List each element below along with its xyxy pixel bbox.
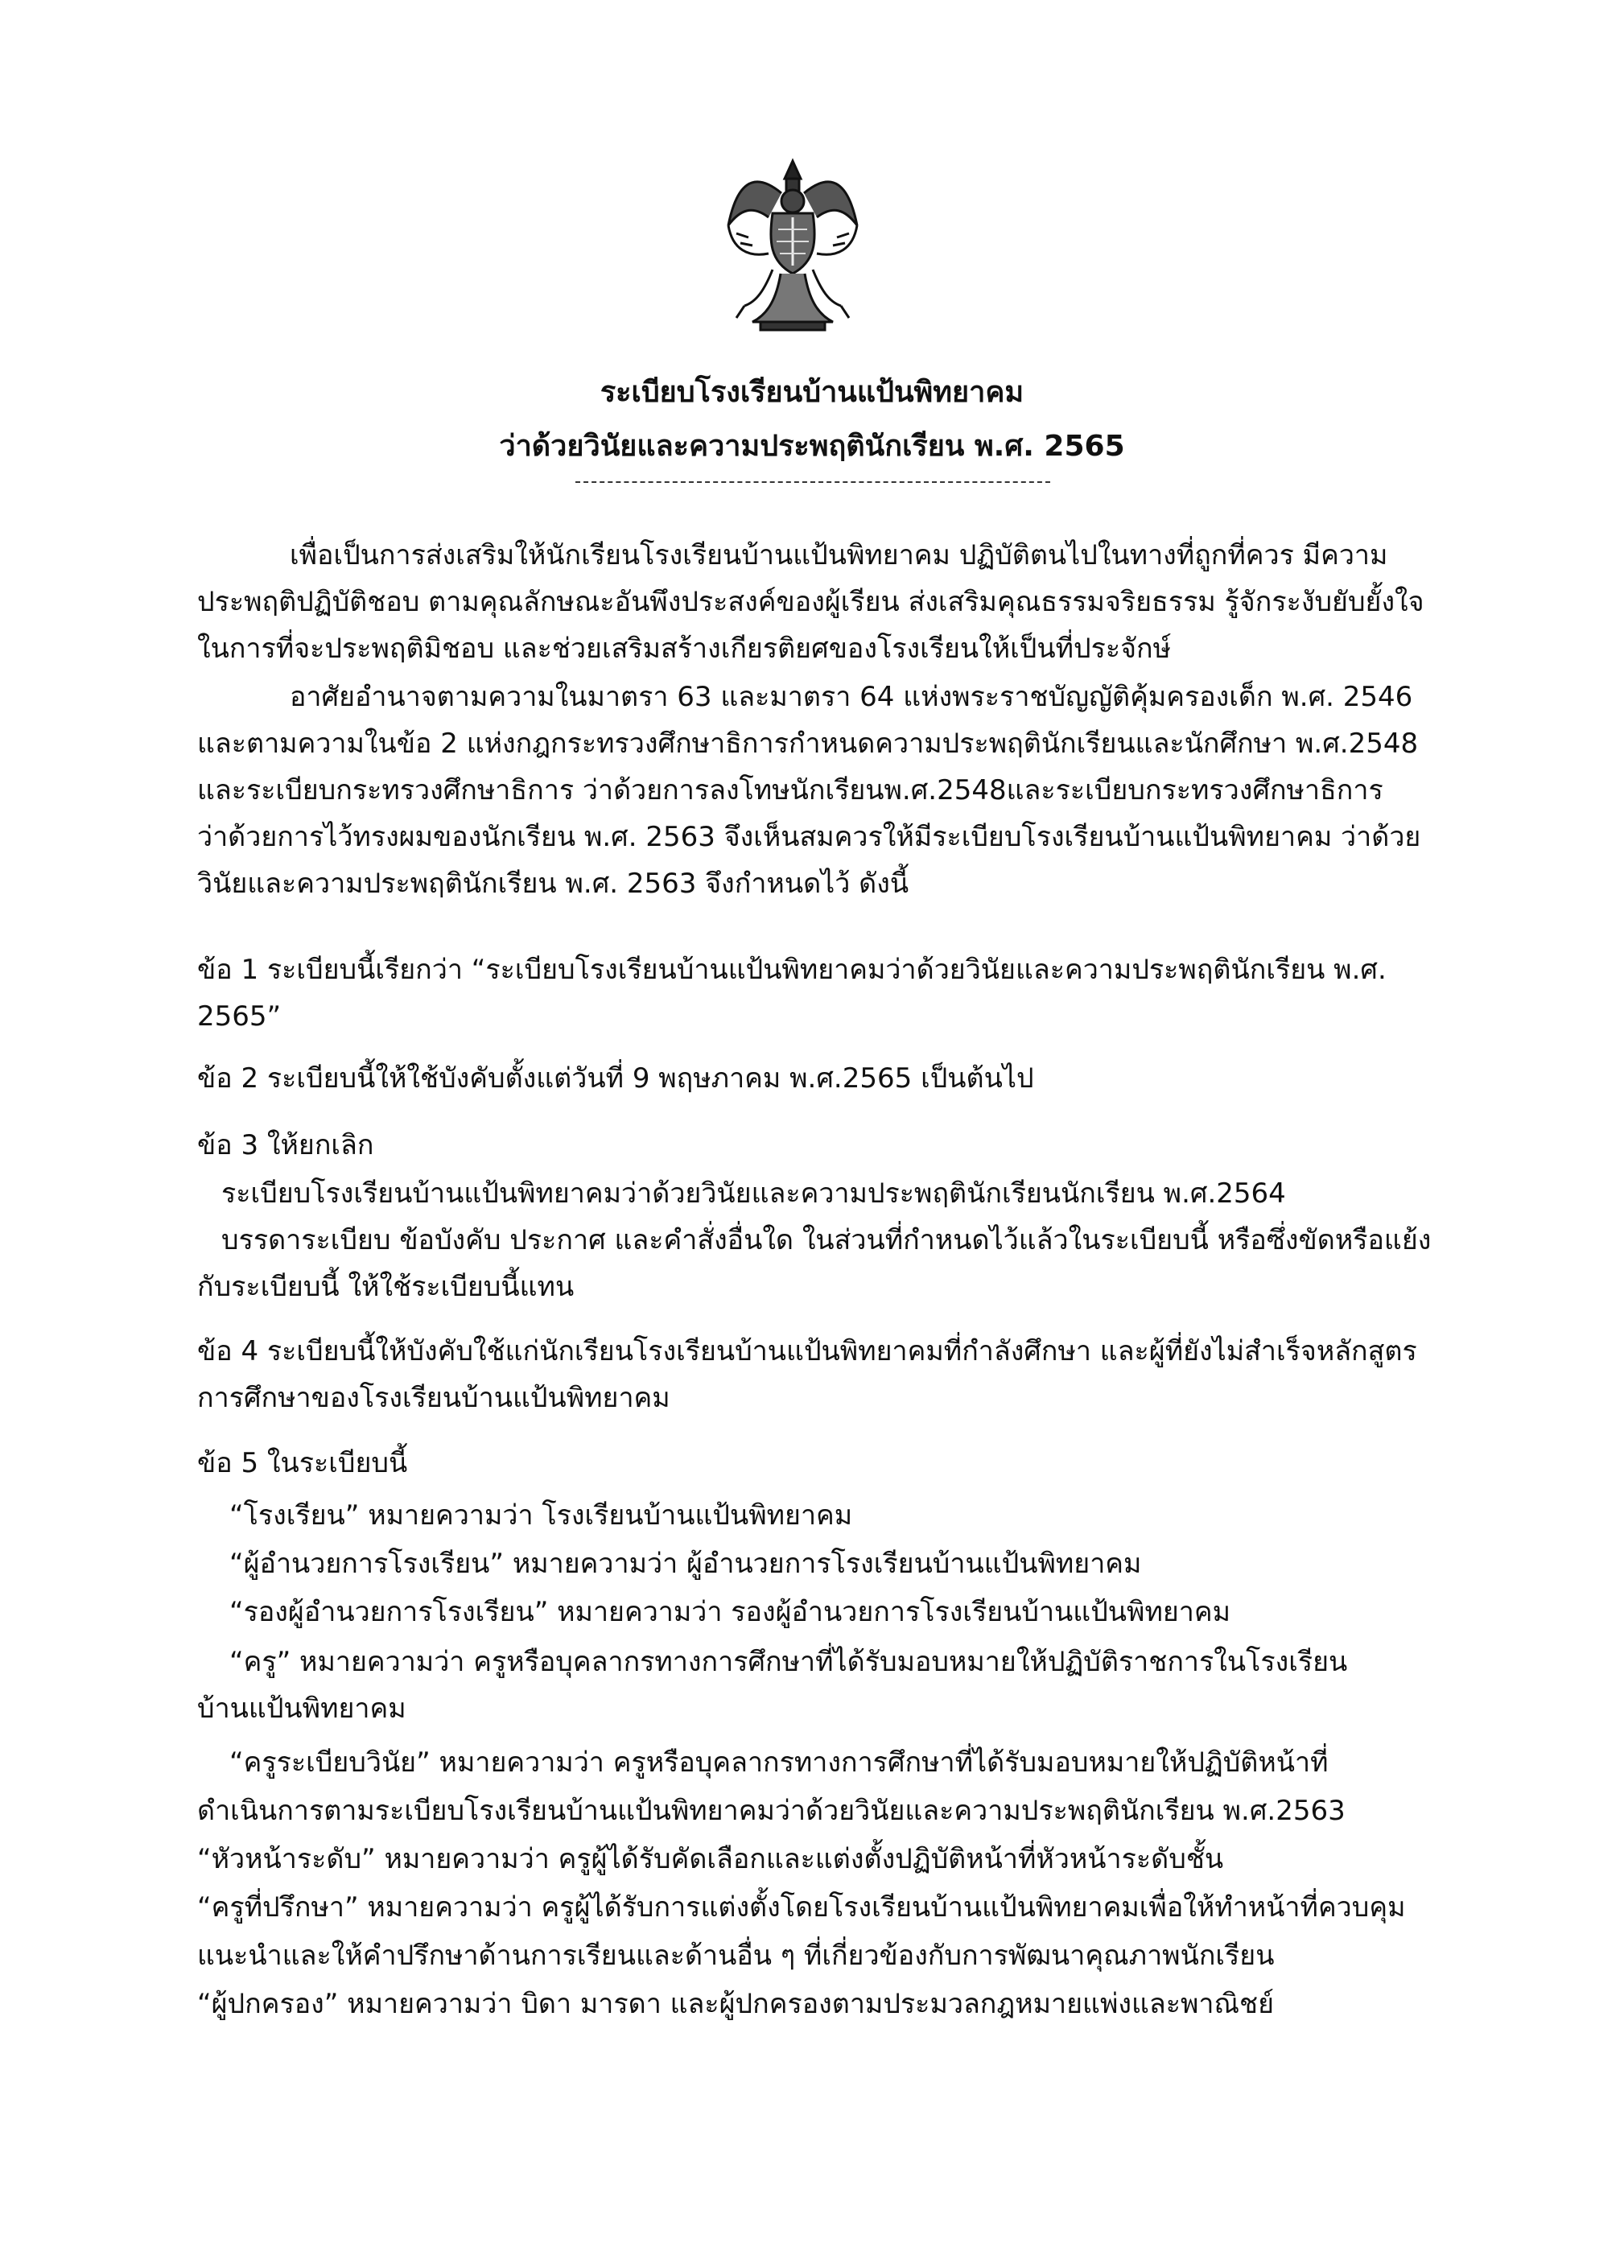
definition-line: “ครูที่ปรึกษา” หมายความว่า ครูผู้ได้รับการแต่งตั้งโดยโรงเรียนบ้านแป้นพิทยาคมเพื่อให้ทำหน้าที่ควบคุม [197,1891,1406,1924]
definition-line: “โรงเรียน” หมายความว่า โรงเรียนบ้านแป้นพิทยาคม [229,1499,853,1532]
clause-2: ข้อ 2 ระเบียบนี้ให้ใช้บังคับตั้งแต่วันที่ 9 พฤษภาคม พ.ศ.2565 เป็นต้นไป [197,1062,1034,1095]
definition-line: “ครู” หมายความว่า ครูหรือบุคลากรทางการศึกษาที่ได้รับมอบหมายให้ปฏิบัติราชการในโรงเรียน [229,1646,1348,1678]
definition-line: “รองผู้อำนวยการโรงเรียน” หมายความว่า รองผู้อำนวยการโรงเรียนบ้านแป้นพิทยาคม [229,1596,1231,1628]
preamble-line: ในการที่จะประพฤติมิชอบ และช่วยเสริมสร้างเกียรติยศของโรงเรียนให้เป็นที่ประจักษ์ [197,633,1172,665]
clause-3: ข้อ 3 ให้ยกเลิก [197,1129,374,1161]
preamble-line: ว่าด้วยการไว้ทรงผมของนักเรียน พ.ศ. 2563 จึงเห็นสมควรให้มีระเบียบโรงเรียนบ้านแป้นพิทยาคม ว่าด้วย [197,821,1421,853]
dashed-divider [575,481,1050,483]
clause-3-item: ระเบียบโรงเรียนบ้านแป้นพิทยาคมว่าด้วยวินัยและความประพฤตินักเรียนนักเรียน พ.ศ.2564 [221,1177,1286,1210]
clause-3-item: บรรดาระเบียบ ข้อบังคับ ประกาศ และคำสั่งอื่นใด ในส่วนที่กำหนดไว้แล้วในระเบียบนี้ หรือซึ่งขัดหรือแย้ง [221,1224,1432,1256]
clause-3-item-cont: กับระเบียบนี้ ให้ใช้ระเบียบนี้แทน [197,1271,575,1303]
preamble-line: และตามความในข้อ 2 แห่งกฎกระทรวงศึกษาธิการกำหนดความประพฤตินักเรียนและนักศึกษา พ.ศ.2548 [197,728,1419,760]
definition-line: “ครูระเบียบวินัย” หมายความว่า ครูหรือบุคลากรทางการศึกษาที่ได้รับมอบหมายให้ปฏิบัติหน้าที่ [229,1746,1329,1779]
preamble-line: เพื่อเป็นการส่งเสริมให้นักเรียนโรงเรียนบ้านแป้นพิทยาคม ปฏิบัติตนไปในทางที่ถูกที่ควร มีความ [290,539,1388,571]
definition-line: แนะนำและให้คำปรึกษาด้านการเรียนและด้านอื่น ๆ ที่เกี่ยวข้องกับการพัฒนาคุณภาพนักเรียน [197,1940,1275,1972]
clause-4-cont: การศึกษาของโรงเรียนบ้านแป้นพิทยาคม [197,1382,670,1414]
preamble-line: ประพฤติปฏิบัติชอบ ตามคุณลักษณะอันพึงประสงค์ของผู้เรียน ส่งเสริมคุณธรรมจริยธรรม รู้จักระงับยับยั้งใจ [197,586,1424,618]
definition-line: ดำเนินการตามระเบียบโรงเรียนบ้านแป้นพิทยาคมว่าด้วยวินัยและความประพฤตินักเรียน พ.ศ.2563 [197,1795,1346,1827]
clause-4: ข้อ 4 ระเบียบนี้ให้บังคับใช้แก่นักเรียนโรงเรียนบ้านแป้นพิทยาคมที่กำลังศึกษา และผู้ที่ยังไม่สำเร็จหลักสูตร [197,1335,1417,1367]
definition-line: “ผู้อำนวยการโรงเรียน” หมายความว่า ผู้อำนวยการโรงเรียนบ้านแป้นพิทยาคม [229,1548,1142,1580]
document-subtitle: ว่าด้วยวินัยและความประพฤตินักเรียน พ.ศ. 2565 [499,430,1125,463]
clause-1-cont: 2565” [197,1000,282,1033]
preamble-line: วินัยและความประพฤตินักเรียน พ.ศ. 2563 จึงกำหนดไว้ ดังนี้ [197,868,909,900]
clause-5: ข้อ 5 ในระเบียบนี้ [197,1447,408,1479]
definition-line: “หัวหน้าระดับ” หมายความว่า ครูผู้ได้รับคัดเลือกและแต่งตั้งปฏิบัติหน้าที่หัวหน้าระดับชั้น [197,1843,1224,1875]
document-title: ระเบียบโรงเรียนบ้านแป้นพิทยาคม [600,376,1024,409]
preamble-line: อาศัยอำนาจตามความในมาตรา 63 และมาตรา 64 แห่งพระราชบัญญัติคุ้มครองเด็ก พ.ศ. 2546 [290,681,1413,713]
definition-line: บ้านแป้นพิทยาคม [197,1693,406,1725]
preamble-line: และระเบียบกระทรวงศึกษาธิการ ว่าด้วยการลงโทษนักเรียนพ.ศ.2548และระเบียบกระทรวงศึกษาธิการ [197,774,1383,806]
garuda-emblem-icon [720,153,865,338]
clause-1: ข้อ 1 ระเบียบนี้เรียกว่า “ระเบียบโรงเรียนบ้านแป้นพิทยาคมว่าด้วยวินัยและความประพฤตินักเรียน พ.ศ. [197,954,1387,986]
definition-line: “ผู้ปกครอง” หมายความว่า บิดา มารดา และผู้ปกครองตามประมวลกฎหมายแพ่งและพาณิชย์ [197,1988,1275,2020]
